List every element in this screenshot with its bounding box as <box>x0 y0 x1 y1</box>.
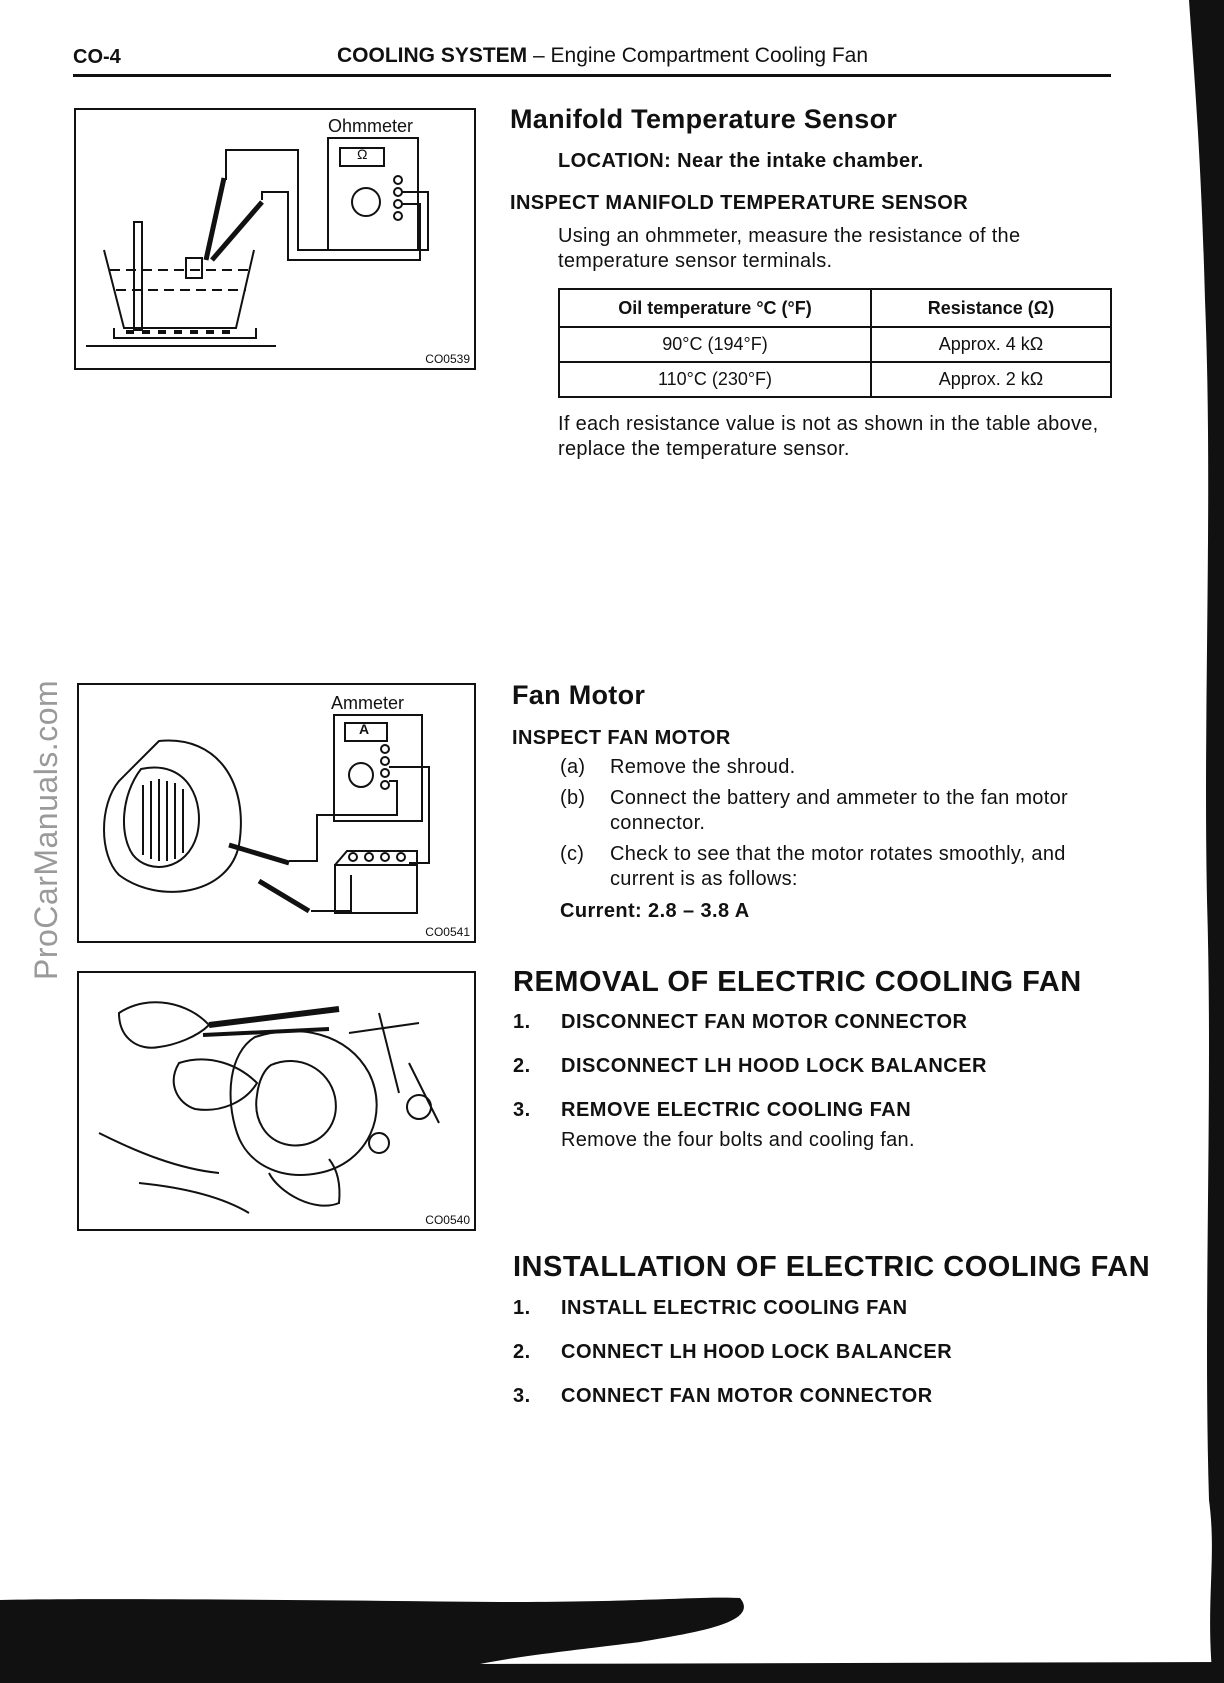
table-header: Oil temperature °C (°F) <box>559 289 871 327</box>
step-number: 2. <box>513 1055 531 1077</box>
fan-motor-title <box>512 680 645 711</box>
table-cell: Approx. 4 kΩ <box>871 327 1111 362</box>
figure-code: CO0540 <box>425 1213 470 1227</box>
section-heading: INSTALLATION OF ELECTRIC COOLING FAN <box>513 1251 1151 1283</box>
step-note: Remove the four bolts and cooling fan. <box>561 1129 915 1151</box>
step-text: INSTALL ELECTRIC COOLING FAN <box>561 1297 908 1319</box>
section-heading: Manifold Temperature Sensor <box>510 104 898 134</box>
section-heading: Fan Motor <box>512 680 646 710</box>
fan-removal-illustration <box>79 973 474 1229</box>
removal-figure <box>77 971 476 1231</box>
step-text: REMOVE ELECTRIC COOLING FAN <box>561 1099 912 1121</box>
location-line: LOCATION: Near the intake chamber. <box>558 150 924 172</box>
step-number: 1. <box>513 1011 531 1033</box>
figure-code: CO0539 <box>425 352 470 366</box>
ohmmeter-figure <box>74 108 476 370</box>
page-header-title <box>337 44 868 68</box>
step-number: 2. <box>513 1341 531 1363</box>
step-number: 1. <box>513 1297 531 1319</box>
header-rule <box>73 74 1111 77</box>
item-text: Connect the battery and ammeter to the fan motor connector. <box>610 787 1068 834</box>
fan-motor-test-illustration <box>79 685 474 941</box>
figure-code: CO0541 <box>425 925 470 939</box>
table-cell: 90°C (194°F) <box>559 327 871 362</box>
item-text: Check to see that the motor rotates smoothly, and current is as follows: <box>610 843 1066 890</box>
section-subtitle: – Engine Compartment Cooling Fan <box>527 44 869 67</box>
table-header-row <box>559 289 1111 327</box>
inspect-heading: INSPECT MANIFOLD TEMPERATURE SENSOR <box>510 192 969 214</box>
page-code: CO-4 <box>73 46 121 68</box>
table-cell: 110°C (230°F) <box>559 362 871 397</box>
resistance-table <box>558 288 1112 398</box>
step-number: 3. <box>513 1385 531 1407</box>
item-label: (b) <box>560 787 586 809</box>
scan-edge-right <box>1183 0 1224 1683</box>
meter-symbol: A <box>359 721 370 737</box>
ammeter-label: Ammeter <box>331 693 405 713</box>
ammeter-figure <box>77 683 476 943</box>
step-text: CONNECT FAN MOTOR CONNECTOR <box>561 1385 933 1407</box>
item-text: Remove the shroud. <box>610 756 796 778</box>
note-text: If each resistance value is not as shown in the table above, replace the temperature sensor. <box>558 413 1099 460</box>
sensor-test-illustration <box>76 110 474 368</box>
step-text: DISCONNECT LH HOOD LOCK BALANCER <box>561 1055 987 1077</box>
section-name: COOLING SYSTEM <box>337 44 528 67</box>
ohmmeter-label: Ohmmeter <box>328 116 414 136</box>
removal-title <box>513 966 1082 999</box>
table-row <box>559 362 1111 397</box>
inspect-fan-heading: INSPECT FAN MOTOR <box>512 727 731 749</box>
item-label: (c) <box>560 843 585 865</box>
watermark: ProCarManuals.com <box>28 679 64 980</box>
installation-title <box>513 1251 1150 1284</box>
spec-table <box>558 288 1112 398</box>
item-label: (a) <box>560 756 586 778</box>
table-header: Resistance (Ω) <box>871 289 1111 327</box>
instruction-text: Using an ohmmeter, measure the resistance of the temperature sensor terminals. <box>558 225 1021 272</box>
section-heading: REMOVAL OF ELECTRIC COOLING FAN <box>513 966 1082 998</box>
current-spec: Current: 2.8 – 3.8 A <box>560 900 750 922</box>
meter-symbol: Ω <box>357 146 368 162</box>
scan-edge-bottom <box>0 1592 1224 1683</box>
step-text: DISCONNECT FAN MOTOR CONNECTOR <box>561 1011 968 1033</box>
table-cell: Approx. 2 kΩ <box>871 362 1111 397</box>
step-number: 3. <box>513 1099 531 1121</box>
table-row <box>559 327 1111 362</box>
step-text: CONNECT LH HOOD LOCK BALANCER <box>561 1341 953 1363</box>
manifold-title <box>510 104 897 135</box>
